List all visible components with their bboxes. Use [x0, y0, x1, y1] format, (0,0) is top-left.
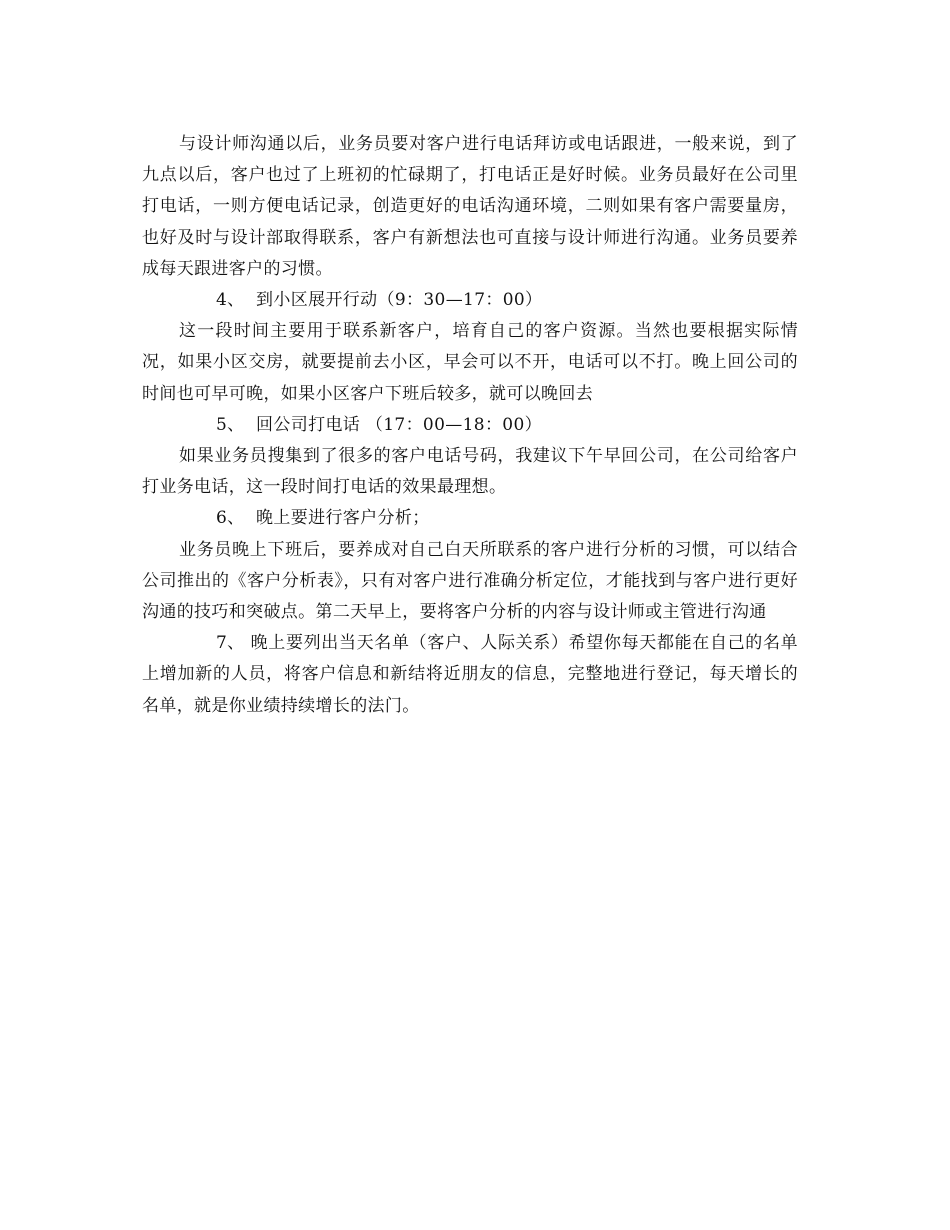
paragraph-phone-followup: 与设计师沟通以后，业务员要对客户进行电话拜访或电话跟进，一般来说，到了九点以后，客户也过了上班初的忙碌期了，打电话正是好时候。业务员最好在公司里打电话，一则方便电话记录，创造更好的电话沟通环境，二则如果有客户需要量房，也好及时与设计部取得联系，客户有新想法也可直接与设计师进行沟通。业务员要养成每天跟进客户的习惯。	[142, 134, 798, 279]
section-title: 回公司打电话 （17：00—18：00）	[256, 414, 542, 435]
document-body	[142, 129, 798, 722]
section-heading-4	[142, 285, 798, 316]
section-heading-5	[142, 410, 798, 441]
paragraph-customer-analysis: 业务员晚上下班后，要养成对自己白天所联系的客户进行分析的习惯，可以结合公司推出的《客户分析表》，只有对客户进行准确分析定位，才能找到与客户进行更好沟通的技巧和突破点。第二天早上，要将客户分析的内容与设计师或主管进行沟通	[142, 539, 798, 623]
section-title: 晚上要进行客户分析；	[256, 508, 430, 529]
paragraph-text: 晚上要列出当天名单（客户、人际关系）希望你每天都能在自己的名单上增加新的人员，将客户信息和新结将近朋友的信息，完整地进行登记，每天增长的名单，就是你业绩持续增长的法门。	[142, 633, 798, 716]
section-title: 到小区展开行动（9：30—17：00）	[256, 290, 543, 311]
section-heading-6	[142, 503, 798, 534]
paragraph-community-action: 这一段时间主要用于联系新客户，培育自己的客户资源。当然也要根据实际情况，如果小区交房，就要提前去小区，早会可以不开，电话可以不打。晚上回公司的时间也可早可晚，如果小区客户下班后较多，就可以晚回去	[142, 321, 798, 404]
section-number: 7、	[216, 633, 245, 654]
paragraph-daily-name-list	[142, 628, 798, 722]
section-number: 5、	[216, 414, 245, 435]
section-number: 6、	[216, 508, 245, 529]
paragraph-return-office-calls: 如果业务员搜集到了很多的客户电话号码，我建议下午早回公司，在公司给客户打业务电话，这一段时间打电话的效果最理想。	[142, 446, 798, 498]
section-number: 4、	[216, 290, 245, 311]
